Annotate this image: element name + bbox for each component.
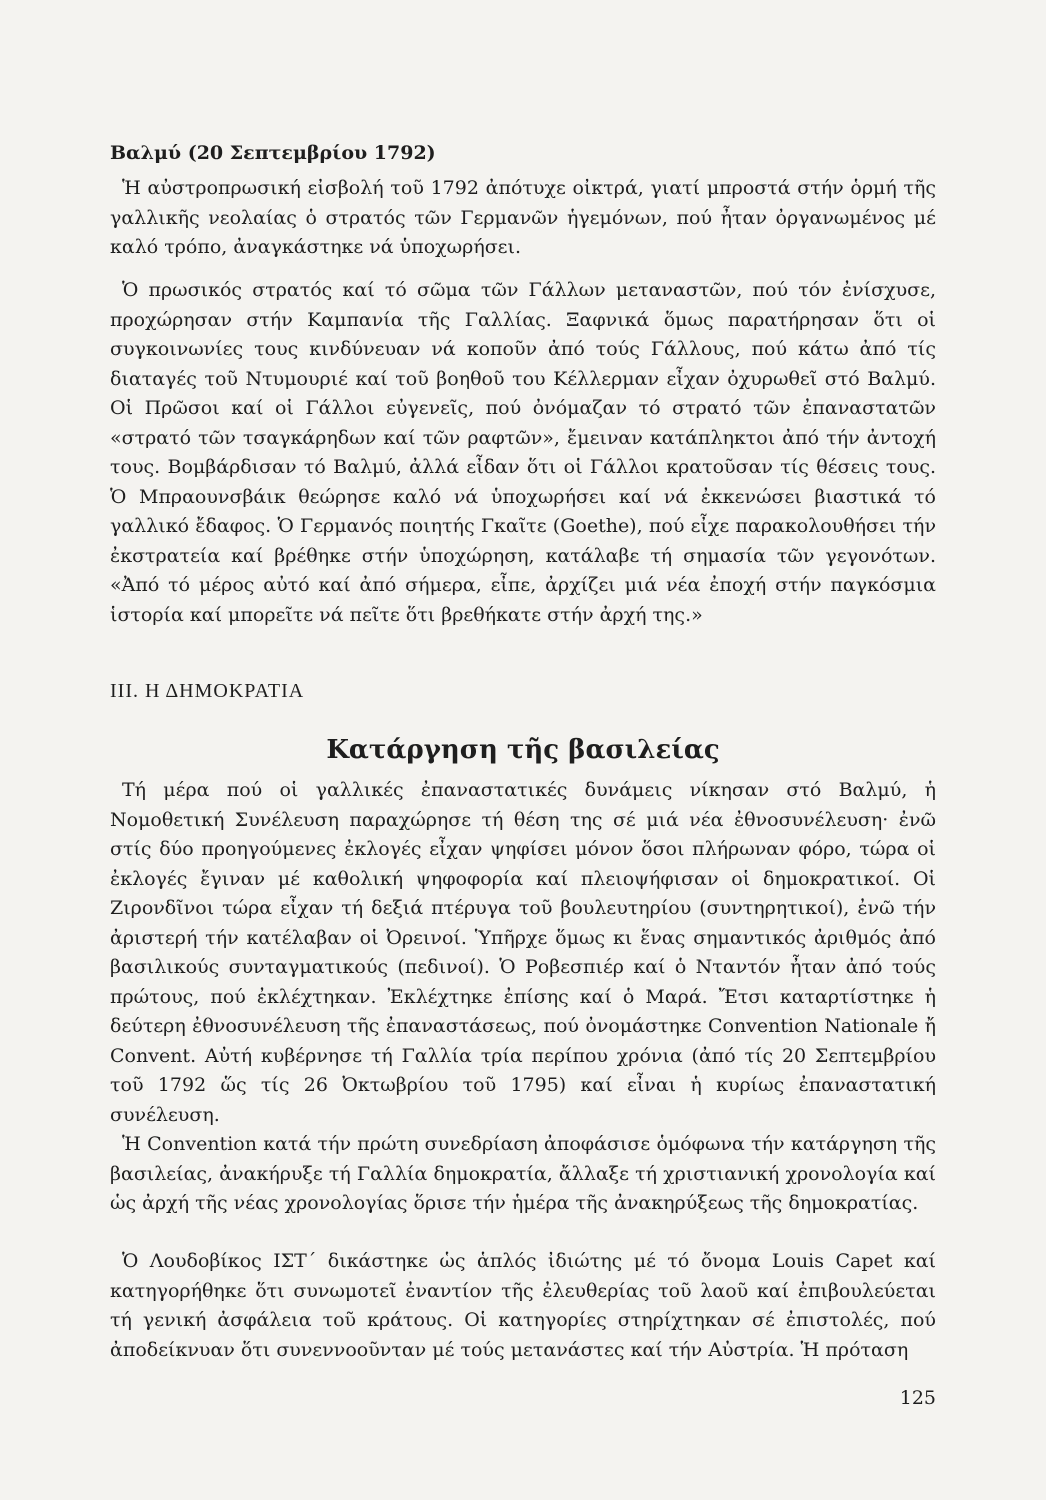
paragraph-louis-trial: Ὁ Λουδοβίκος ΙΣΤ΄ δικάστηκε ὡς ἁπλός ἰδιώτης μέ τό ὄνομα Louis Capet καί κατηγορήθηκε ὅτι συνωμοτεῖ ἐναντίον τῆς ἐλευθερίας τοῦ λαοῦ καί ἐπιβουλεύεται τή γενική ἀσφάλεια τοῦ κράτους. Οἱ κατηγορίες στηρίχτηκαν σέ ἐπιστολές, πού ἀποδείκνυαν ὅτι συνεννοοῦνταν μέ τούς μετανάστες καί τήν Αὐστρία. Ἡ πρόταση — [110, 1250, 936, 1361]
chapter-subtitle: Κατάργηση τῆς βασιλείας — [326, 735, 720, 765]
valmy-heading: Βαλμύ (20 Σεπτεμβρίου 1792) — [110, 142, 436, 164]
paragraph-convention: Τή μέρα πού οἱ γαλλικές ἐπαναστατικές δυνάμεις νίκησαν στό Βαλμύ, ἡ Νομοθετική Συνέλευση παραχώρησε τή θέση της σέ μιά νέα ἐθνοσυνέλευση· ἐνῶ στίς δύο προηγούμενες ἐκλογές εἶχαν ψηφίσει μόνον ὅσοι πλήρωναν φόρο, τώρα οἱ ἐκλογές ἔγιναν μέ καθολική ψηφοφορία καί πλειοψήφισαν οἱ δημοκρατικοί. Οἱ Ζιρονδῖνοι τώρα εἶχαν τή δεξιά πτέρυγα τοῦ βουλευτηρίου (συντηρητικοί), ἐνῶ τήν ἀριστερή τήν κατέλαβαν οἱ Ὀρεινοί. Ὑπῆρχε ὅμως κι ἕνας σημαντικός ἀριθμός ἀπό βασιλικούς συνταγματικούς (πεδινοί). Ὁ Ροβεσπιέρ καί ὁ Νταντόν ἦταν ἀπό τούς πρώτους, πού ἐκλέχτηκαν. Ἐκλέχτηκε ἐπίσης καί ὁ Μαρά. Ἔτσι καταρτίστηκε ἡ δεύτερη ἐθνοσυνέλευση τῆς ἐπαναστάσεως, πού ὀνομάστηκε Convention Nationale ἤ Convent. Αὐτή κυβέρνησε τή Γαλλία τρία περίπου χρόνια (ἀπό τίς 20 Σεπτεμβρίου τοῦ 1792 ὥς τίς 26 Ὀκτωβρίου τοῦ 1795) καί εἶναι ἡ κυρίως ἐπαναστατική συνέλευση. — [110, 779, 936, 1126]
paragraph-battle: Ὁ πρωσικός στρατός καί τό σῶμα τῶν Γάλλων μεταναστῶν, πού τόν ἐνίσχυσε, προχώρησαν στήν Καμπανία τῆς Γαλλίας. Ξαφνικά ὅμως παρατήρησαν ὅτι οἱ συγκοινωνίες τους κινδύνευαν νά κοποῦν ἀπό τούς Γάλλους, πού κάτω ἀπό τίς διαταγές τοῦ Ντυμουριέ καί τοῦ βοηθοῦ του Κέλλερμαν εἶχαν ὀχυρωθεῖ στό Βαλμύ. Οἱ Πρῶσοι καί οἱ Γάλλοι εὐγενεῖς, πού ὀνόμαζαν τό στρατό τῶν ἐπαναστατῶν «στρατό τῶν τσαγκάρηδων καί τῶν ραφτῶν», ἔμειναν κατάπληκτοι ἀπό τήν ἀντοχή τους. Βομβάρδισαν τό Βαλμύ, ἀλλά εἶδαν ὅτι οἱ Γάλλοι κρατοῦσαν τίς θέσεις τους. Ὁ Μπραουνσβάικ θεώρησε καλό νά ὑποχωρήσει καί νά ἐκκενώσει βιαστικά τό γαλλικό ἔδαφος. Ὁ Γερμανός ποιητής Γκαῖτε (Goethe), πού εἶχε παρακολουθήσει τήν ἐκστρατεία καί βρέθηκε στήν ὑποχώρηση, κατάλαβε τή σημασία τῶν γεγονότων. «Ἀπό τό μέρος αὐτό καί ἀπό σήμερα, εἶπε, ἀρχίζει μιά νέα ἐποχή στήν παγκόσμια ἱστορία καί μπορεῖτε νά πεῖτε ὅτι βρεθήκατε στήν ἀρχή της.» — [110, 279, 936, 626]
paragraph-abolition: Ἡ Convention κατά τήν πρώτη συνεδρίαση ἀποφάσισε ὁμόφωνα τήν κατάργηση τῆς βασιλείας, ἀνακήρυξε τή Γαλλία δημοκρατία, ἄλλαξε τή χριστιανική χρονολογία καί ὡς ἀρχή τῆς νέας χρονολογίας ὅρισε τήν ἡμέρα τῆς ἀνακηρύξεως τῆς δημοκρατίας. — [110, 1133, 936, 1214]
paragraph-invasion: Ἡ αὐστροπρωσική εἰσβολή τοῦ 1792 ἀπότυχε οἰκτρά, γιατί μπροστά στήν ὁρμή τῆς γαλλικῆς νεολαίας ὁ στρατός τῶν Γερμανῶν ἡγεμόνων, πού ἦταν ὀργανωμένος μέ καλό τρόπο, ἀναγκάστηκε νά ὑποχωρήσει. — [110, 177, 936, 258]
page-number: 125 — [899, 1387, 936, 1409]
section-title: III. Η ΔΗΜΟΚΡΑΤΙΑ — [110, 680, 305, 702]
